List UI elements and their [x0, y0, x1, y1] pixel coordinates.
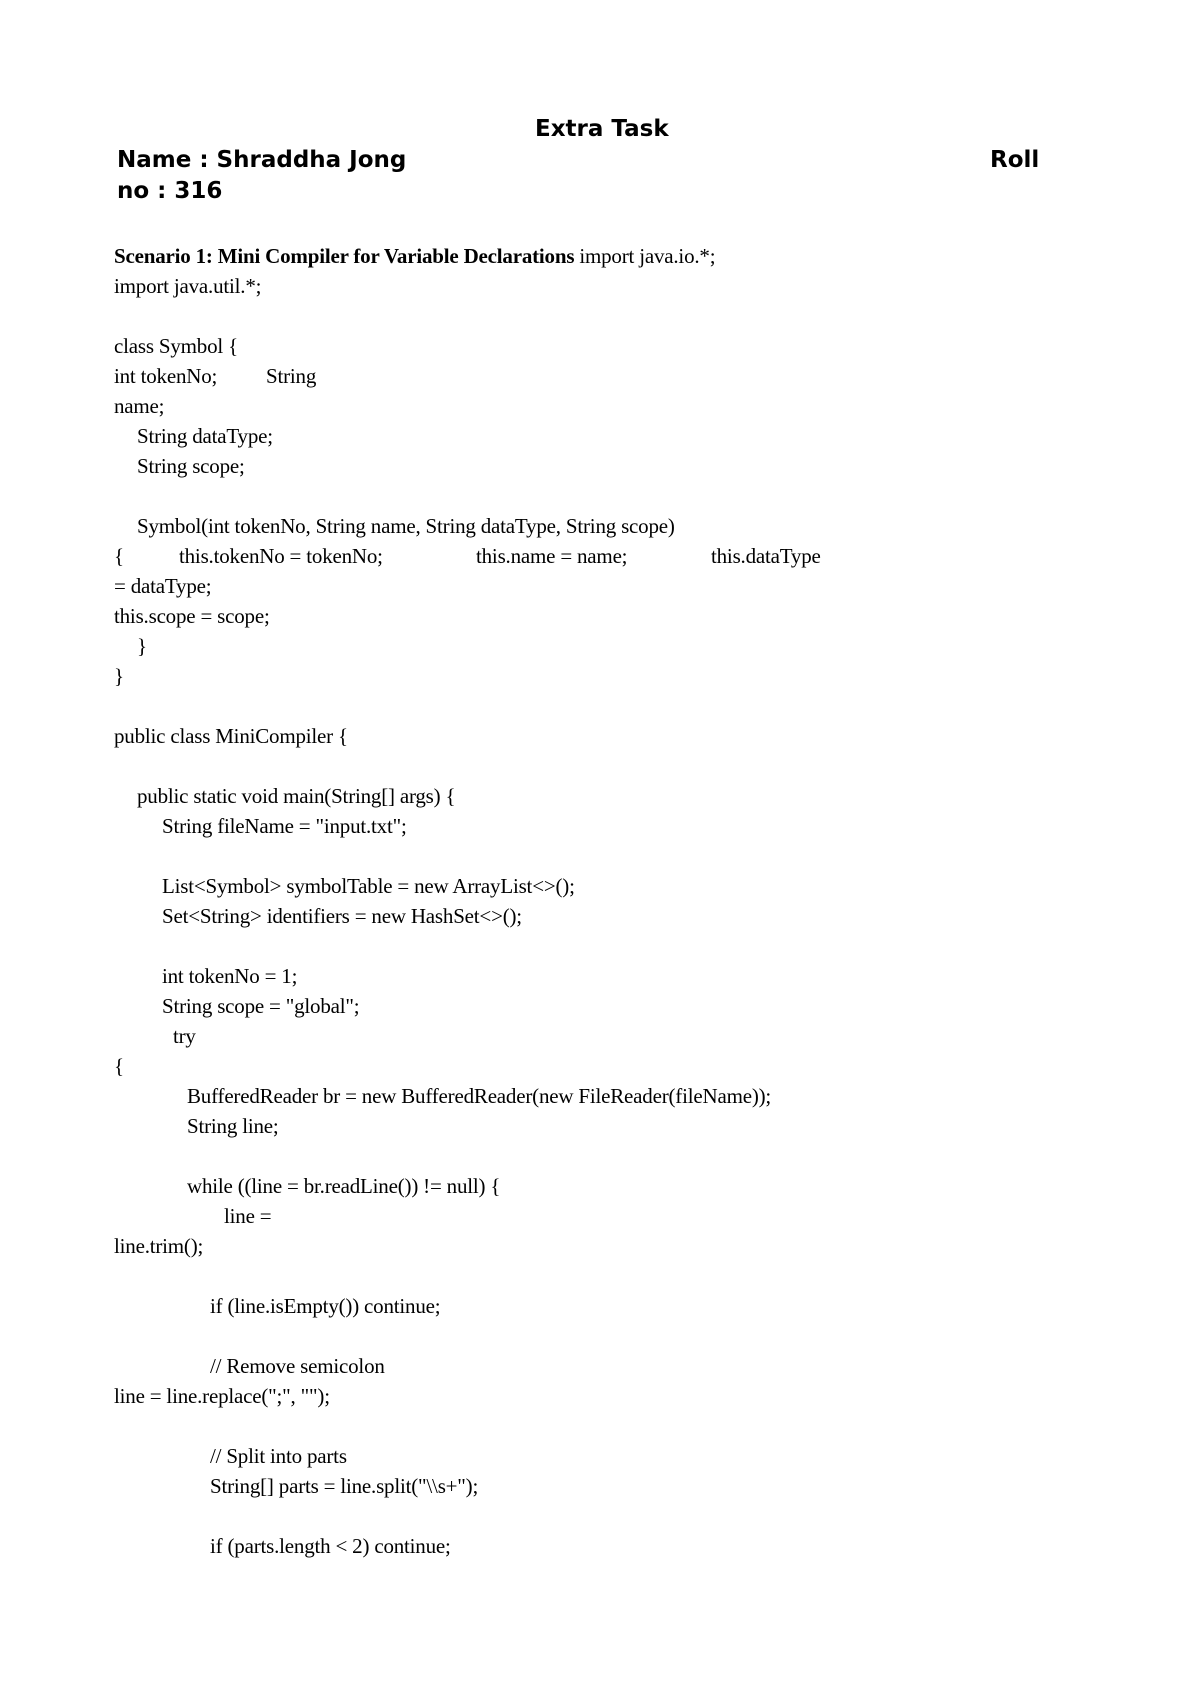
code-line: = dataType;: [114, 574, 212, 598]
roll-label: Roll: [990, 147, 1040, 173]
code-line: try: [173, 1024, 196, 1048]
code-line: this.scope = scope;: [114, 604, 270, 628]
code-line: int tokenNo = 1;: [162, 964, 298, 988]
code-line: line.trim();: [114, 1234, 204, 1258]
code-line: import java.io.*;: [574, 244, 716, 268]
code-line: int tokenNo;: [114, 364, 218, 388]
code-line: String: [266, 364, 317, 388]
code-line: // Remove semicolon: [210, 1354, 385, 1378]
code-line: String line;: [187, 1114, 279, 1138]
code-line: public class MiniCompiler {: [114, 724, 348, 748]
code-line: {: [114, 544, 124, 568]
student-name: Name : Shraddha Jong: [117, 147, 407, 173]
code-line: this.dataType: [711, 544, 821, 568]
code-line: Set<String> identifiers = new HashSet<>();: [162, 904, 522, 928]
code-line: String fileName = "input.txt";: [162, 814, 407, 838]
scenario-heading: Scenario 1: Mini Compiler for Variable Declarations: [114, 244, 575, 268]
code-line: class Symbol {: [114, 334, 238, 358]
code-line: // Split into parts: [210, 1444, 347, 1468]
code-line: Symbol(int tokenNo, String name, String dataType, String scope): [137, 514, 675, 538]
code-line: String scope;: [137, 454, 245, 478]
document-title: Extra Task: [535, 116, 669, 142]
code-line: while ((line = br.readLine()) != null) {: [187, 1174, 501, 1198]
code-line: public static void main(String[] args) {: [137, 784, 456, 808]
code-line: String[] parts = line.split("\\s+");: [210, 1474, 479, 1498]
code-line: name;: [114, 394, 165, 418]
code-line: this.name = name;: [476, 544, 628, 568]
code-line: import java.util.*;: [114, 274, 262, 298]
code-line: {: [114, 1054, 124, 1078]
code-line: line =: [224, 1204, 272, 1228]
code-line: if (parts.length < 2) continue;: [210, 1534, 451, 1558]
code-line: List<Symbol> symbolTable = new ArrayList<>();: [162, 874, 575, 898]
code-line: }: [114, 664, 124, 688]
code-line: line = line.replace(";", "");: [114, 1384, 330, 1408]
roll-number: no : 316: [117, 178, 223, 204]
code-line: BufferedReader br = new BufferedReader(new FileReader(fileName));: [187, 1084, 772, 1108]
code-line: String scope = "global";: [162, 994, 360, 1018]
code-line: if (line.isEmpty()) continue;: [210, 1294, 441, 1318]
code-line: String dataType;: [137, 424, 273, 448]
scenario-line: [114, 241, 715, 271]
code-line: this.tokenNo = tokenNo;: [179, 544, 383, 568]
code-line: }: [137, 634, 147, 658]
